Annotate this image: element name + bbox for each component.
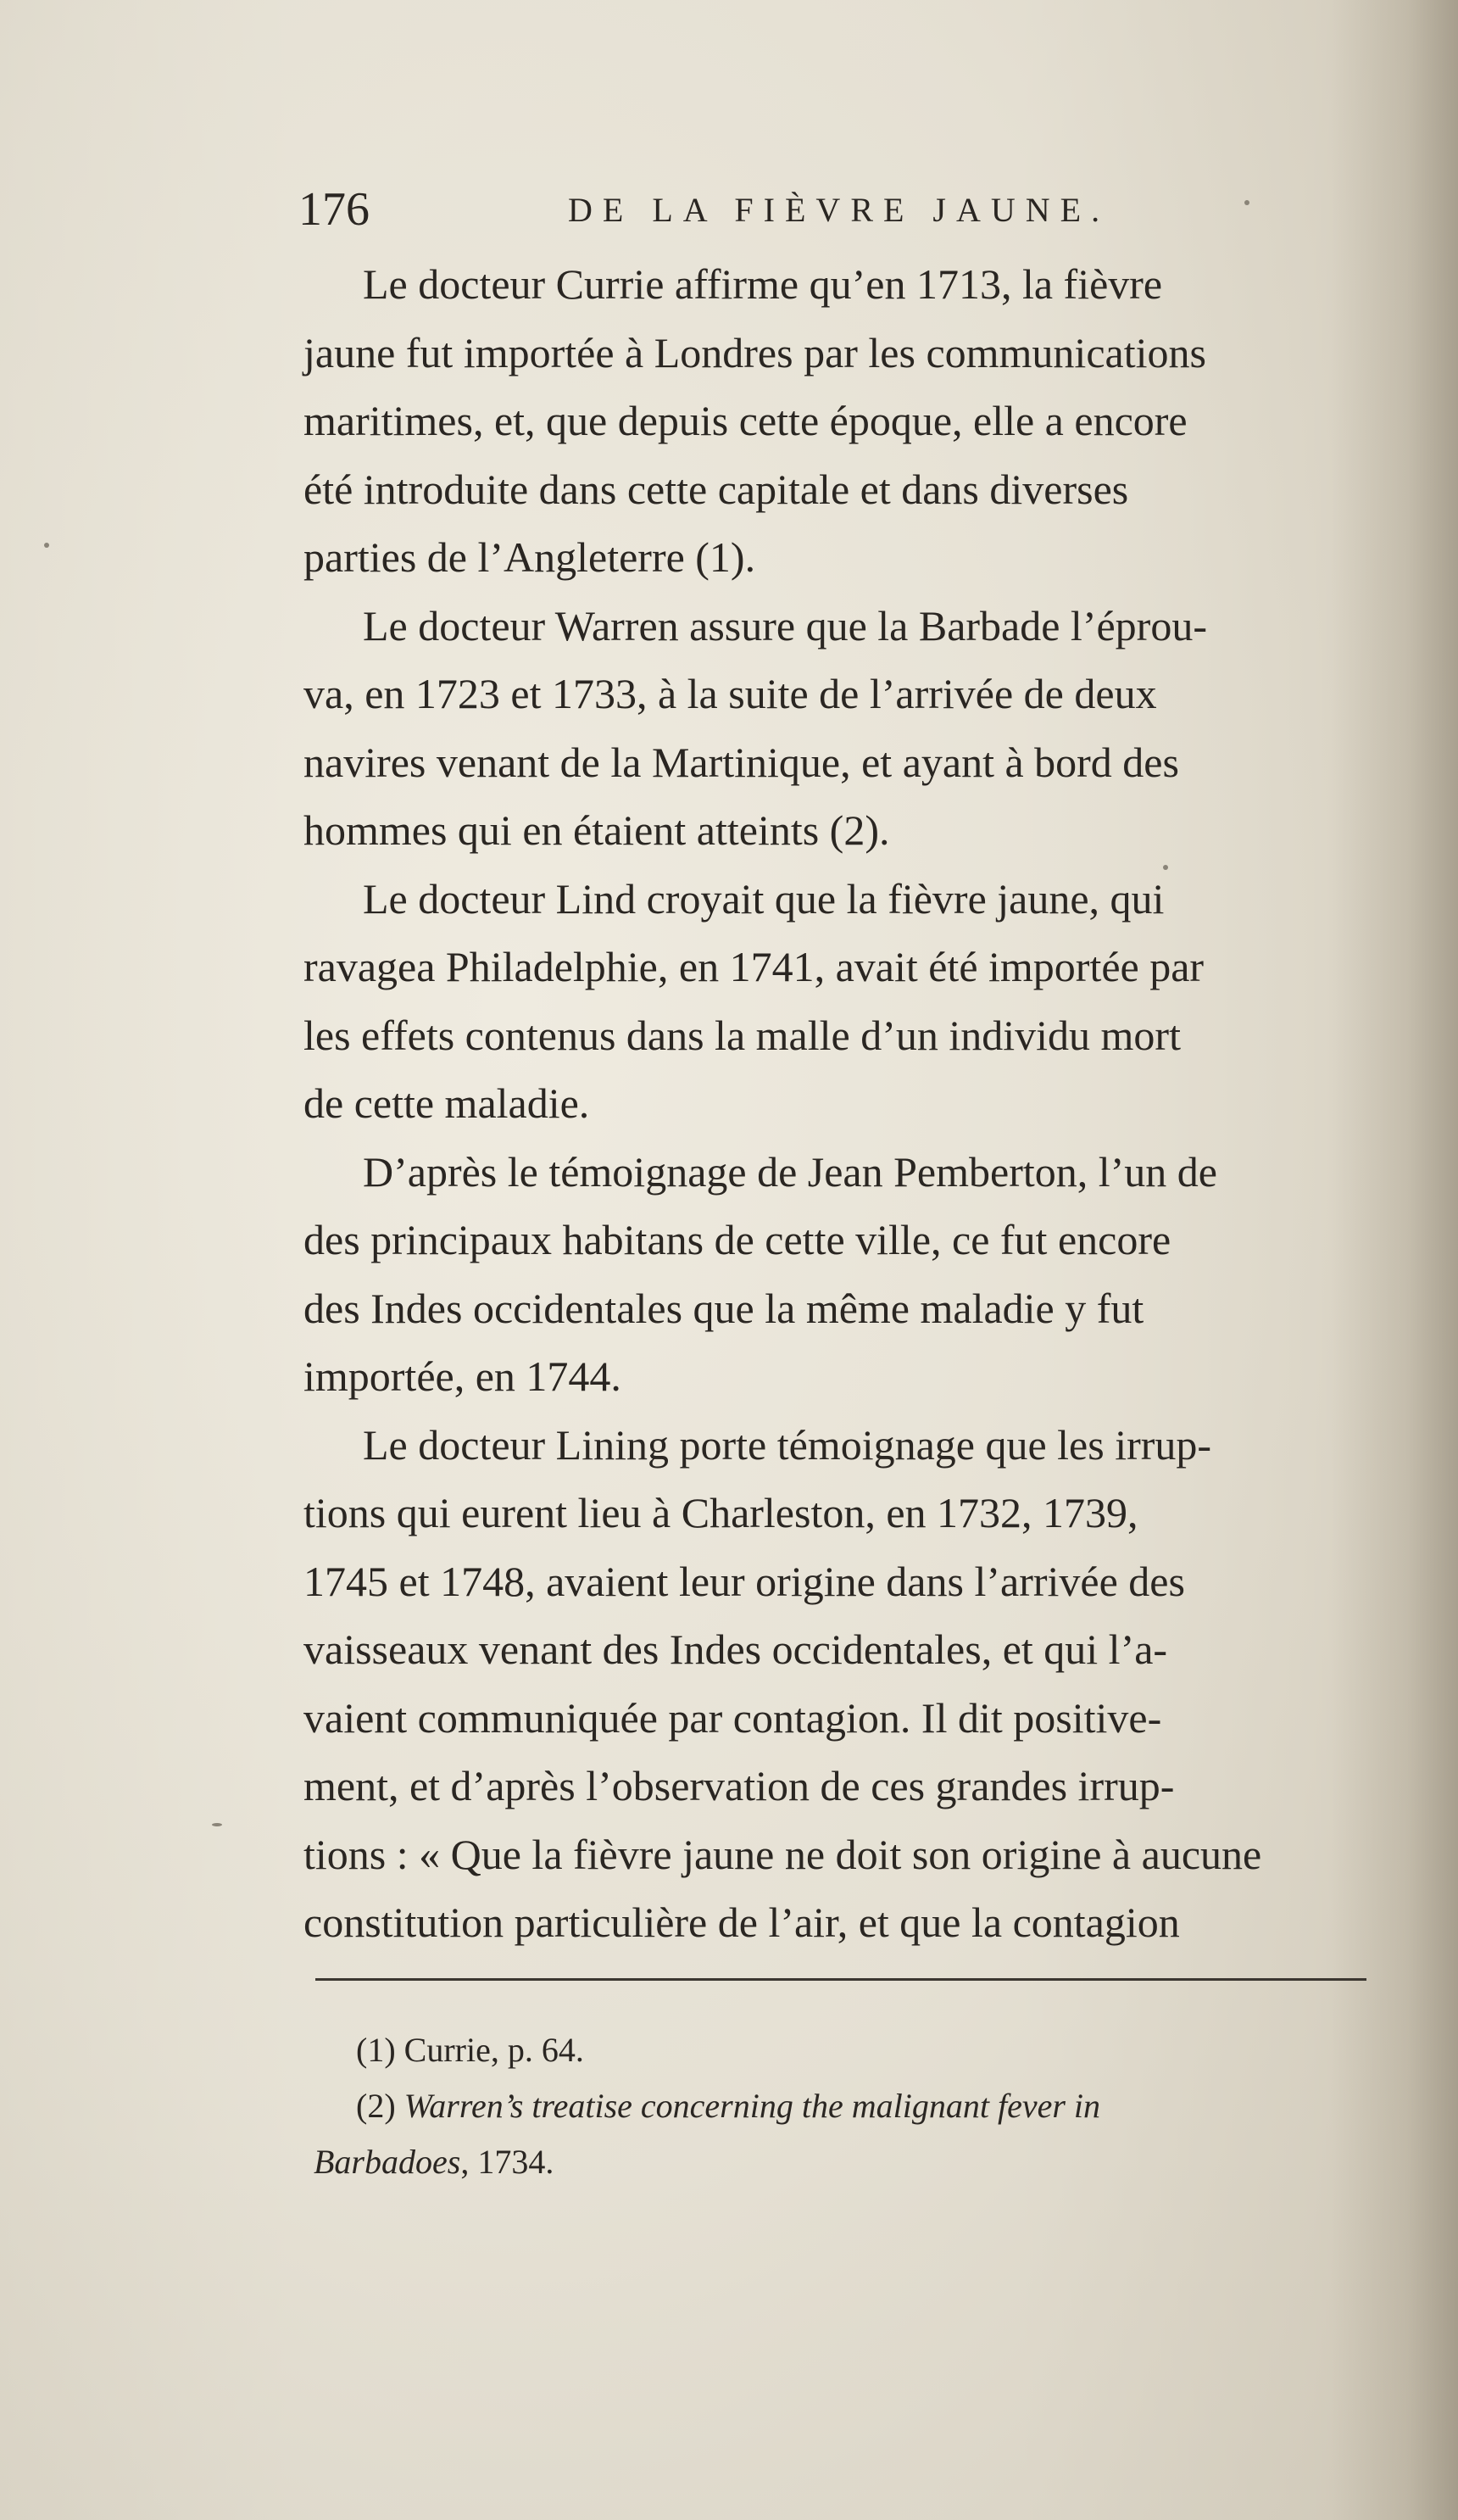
text-line: été introduite dans cette capitale et dans diverses	[303, 465, 1129, 513]
page-number: 176	[298, 183, 370, 236]
footnote-2	[314, 2078, 1399, 2134]
footnote-1: (1) Currie, p. 64.	[356, 2031, 584, 2069]
text-line: tions : « Que la fièvre jaune ne doit son origine à aucune	[303, 1830, 1262, 1878]
text-line: parties de l’Angleterre (1).	[303, 533, 756, 581]
footnote-2-title: Warren’s treatise concerning the malignant fever in	[403, 2087, 1101, 2125]
text-line: Le docteur Warren assure que la Barbade l’éprou-	[363, 601, 1207, 650]
text-line: D’après le témoignage de Jean Pemberton, l’un de	[363, 1147, 1217, 1196]
text-line: vaient communiquée par contagion. Il dit positive-	[303, 1693, 1162, 1742]
text-line: des Indes occidentales que la même maladie y fut	[303, 1284, 1144, 1332]
text-line: de cette maladie.	[303, 1079, 590, 1127]
text-line: ment, et d’après l’observation de ces grandes irrup-	[303, 1762, 1175, 1809]
text-line: constitution particulière de l’air, et que la contagion	[303, 1898, 1180, 1946]
text-line: jaune fut importée à Londres par les communications	[303, 328, 1206, 376]
text-line: Le docteur Lind croyait que la fièvre jaune, qui	[363, 874, 1165, 923]
text-line: vaisseaux venant des Indes occidentales, et qui l’a-	[303, 1625, 1168, 1673]
text-line: Le docteur Currie affirme qu’en 1713, la fièvre	[363, 260, 1163, 308]
footnotes	[314, 2022, 1399, 2190]
page-header	[298, 180, 1146, 239]
body-text	[303, 250, 1397, 1957]
text-line: hommes qui en étaient atteints (2).	[303, 806, 890, 854]
text-line: des principaux habitans de cette ville, ce fut encore	[303, 1216, 1171, 1263]
text-line: va, en 1723 et 1733, à la suite de l’arrivée de deux	[303, 670, 1157, 717]
paper-speck	[212, 1823, 222, 1826]
paper-speck	[1163, 865, 1168, 870]
footnote-2-place: Barbadoes	[314, 2143, 461, 2181]
text-line: ravagea Philadelphie, en 1741, avait été importée par	[303, 943, 1205, 990]
text-line: 1745 et 1748, avaient leur origine dans l’arrivée des	[303, 1557, 1185, 1605]
text-line: Le docteur Lining porte témoignage que les irrup-	[363, 1420, 1212, 1469]
footnote-2-year: , 1734.	[460, 2143, 554, 2181]
footnote-2-marker: (2)	[356, 2087, 396, 2125]
text-line: navires venant de la Martinique, et ayant à bord des	[303, 738, 1179, 786]
running-title: DE LA FIÈVRE JAUNE.	[568, 191, 1110, 229]
text-line: importée, en 1744.	[303, 1352, 621, 1400]
footnote-2-continuation	[314, 2134, 1399, 2190]
footnote-divider	[315, 1978, 1366, 1981]
paper-speck	[1244, 200, 1249, 205]
text-line: les effets contenus dans la malle d’un individu mort	[303, 1011, 1181, 1059]
text-line: tions qui eurent lieu à Charleston, en 1732, 1739,	[303, 1489, 1138, 1536]
text-line: maritimes, et, que depuis cette époque, elle a encore	[303, 397, 1188, 444]
paper-speck	[44, 543, 49, 548]
